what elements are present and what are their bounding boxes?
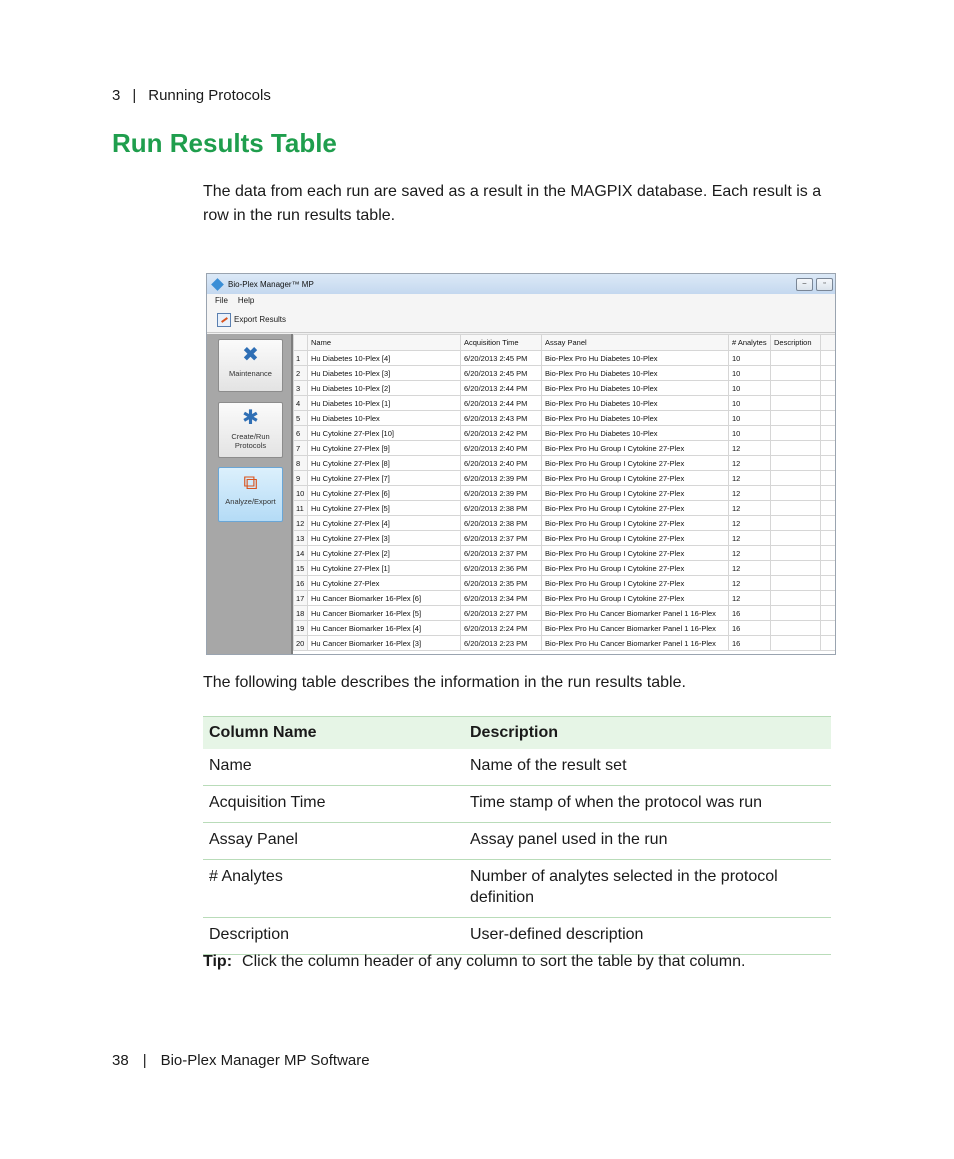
- assay-panel-cell: Bio-Plex Pro Hu Group I Cytokine 27-Plex: [542, 441, 729, 456]
- chapter-number: 3: [112, 87, 121, 104]
- analytes-count-cell: 12: [729, 486, 771, 501]
- col-header-acquisition-time[interactable]: Acquisition Time: [461, 335, 542, 351]
- result-row[interactable]: [294, 441, 836, 456]
- analytes-count-cell: 10: [729, 396, 771, 411]
- row-number-cell: 6: [294, 426, 308, 441]
- row-number-cell: 17: [294, 591, 308, 606]
- filler-cell: [821, 621, 836, 636]
- column-description-cell: Number of analytes selected in the protocol definition: [464, 860, 831, 918]
- description-cell: [771, 516, 821, 531]
- result-name-cell: Hu Cytokine 27-Plex [3]: [308, 531, 461, 546]
- create-run-label-line1: Create/Run: [231, 432, 270, 441]
- acquisition-time-cell: 6/20/2013 2:27 PM: [461, 606, 542, 621]
- description-cell: [771, 486, 821, 501]
- result-name-cell: Hu Cytokine 27-Plex [8]: [308, 456, 461, 471]
- filler-cell: [821, 351, 836, 366]
- chapter-title: Running Protocols: [148, 87, 271, 104]
- assay-panel-cell: Bio-Plex Pro Hu Group I Cytokine 27-Plex: [542, 531, 729, 546]
- row-number-cell: 14: [294, 546, 308, 561]
- description-cell: [771, 561, 821, 576]
- assay-panel-cell: Bio-Plex Pro Hu Diabetes 10-Plex: [542, 366, 729, 381]
- page-title: Run Results Table: [112, 128, 337, 158]
- menu-help[interactable]: Help: [237, 296, 255, 305]
- filler-cell: [821, 636, 836, 651]
- analytes-count-cell: 16: [729, 621, 771, 636]
- filler-cell: [821, 426, 836, 441]
- analytes-count-cell: 10: [729, 411, 771, 426]
- column-name-cell: Description: [203, 918, 464, 955]
- desc-row: [203, 918, 831, 955]
- assay-panel-cell: Bio-Plex Pro Hu Group I Cytokine 27-Plex: [542, 591, 729, 606]
- result-row[interactable]: [294, 471, 836, 486]
- acquisition-time-cell: 6/20/2013 2:38 PM: [461, 501, 542, 516]
- result-row[interactable]: [294, 546, 836, 561]
- page-footer: [112, 1052, 370, 1069]
- result-name-cell: Hu Diabetes 10-Plex [2]: [308, 381, 461, 396]
- row-number-cell: 7: [294, 441, 308, 456]
- app-screenshot-window: [206, 273, 836, 655]
- toolbar: [207, 307, 835, 333]
- analytes-count-cell: 10: [729, 426, 771, 441]
- description-cell: [771, 381, 821, 396]
- result-name-cell: Hu Cytokine 27-Plex [2]: [308, 546, 461, 561]
- maintenance-button[interactable]: [218, 339, 283, 392]
- result-name-cell: Hu Cytokine 27-Plex [7]: [308, 471, 461, 486]
- analytes-count-cell: 10: [729, 366, 771, 381]
- analytes-count-cell: 12: [729, 546, 771, 561]
- result-name-cell: Hu Cytokine 27-Plex [5]: [308, 501, 461, 516]
- page-number: 38: [112, 1052, 129, 1069]
- result-row[interactable]: [294, 591, 836, 606]
- filler-cell: [821, 486, 836, 501]
- analytes-count-cell: 12: [729, 456, 771, 471]
- export-chart-icon: [217, 313, 231, 327]
- col-header-name[interactable]: Name: [308, 335, 461, 351]
- description-cell: [771, 606, 821, 621]
- filler-cell: [821, 606, 836, 621]
- tools-icon: ✖: [242, 344, 259, 366]
- filler-cell: [821, 591, 836, 606]
- row-number-cell: 10: [294, 486, 308, 501]
- assay-panel-cell: Bio-Plex Pro Hu Group I Cytokine 27-Plex: [542, 546, 729, 561]
- assay-panel-cell: Bio-Plex Pro Hu Group I Cytokine 27-Plex: [542, 456, 729, 471]
- column-name-cell: Name: [203, 749, 464, 786]
- menu-file[interactable]: File: [215, 296, 228, 305]
- assay-panel-cell: Bio-Plex Pro Hu Group I Cytokine 27-Plex: [542, 561, 729, 576]
- result-row[interactable]: [294, 411, 836, 426]
- row-number-cell: 19: [294, 621, 308, 636]
- assay-panel-cell: Bio-Plex Pro Hu Cancer Biomarker Panel 1 16-Plex: [542, 636, 729, 651]
- row-number-cell: 18: [294, 606, 308, 621]
- column-name-cell: # Analytes: [203, 860, 464, 918]
- desc-row: [203, 749, 831, 786]
- description-cell: [771, 636, 821, 651]
- acquisition-time-cell: 6/20/2013 2:40 PM: [461, 456, 542, 471]
- row-number-cell: 11: [294, 501, 308, 516]
- desc-header-row: [203, 717, 831, 750]
- result-row[interactable]: [294, 486, 836, 501]
- window-title: Bio-Plex Manager™ MP: [228, 279, 314, 289]
- desc-row: [203, 823, 831, 860]
- row-number-cell: 1: [294, 351, 308, 366]
- result-row[interactable]: [294, 531, 836, 546]
- assay-panel-cell: Bio-Plex Pro Hu Group I Cytokine 27-Plex: [542, 576, 729, 591]
- desc-header-description: Description: [464, 717, 831, 750]
- acquisition-time-cell: 6/20/2013 2:45 PM: [461, 366, 542, 381]
- description-cell: [771, 351, 821, 366]
- column-description-cell: Name of the result set: [464, 749, 831, 786]
- assay-panel-cell: Bio-Plex Pro Hu Diabetes 10-Plex: [542, 381, 729, 396]
- description-cell: [771, 426, 821, 441]
- filler-cell: [821, 516, 836, 531]
- minimize-icon[interactable]: –: [796, 278, 813, 291]
- col-header-assay-panel[interactable]: Assay Panel: [542, 335, 729, 351]
- assay-panel-cell: Bio-Plex Pro Hu Group I Cytokine 27-Plex: [542, 516, 729, 531]
- filler-cell: [821, 501, 836, 516]
- filler-cell: [821, 456, 836, 471]
- assay-panel-cell: Bio-Plex Pro Hu Diabetes 10-Plex: [542, 396, 729, 411]
- result-row[interactable]: [294, 396, 836, 411]
- analytes-count-cell: 10: [729, 351, 771, 366]
- assay-panel-cell: Bio-Plex Pro Hu Cancer Biomarker Panel 1 16-Plex: [542, 606, 729, 621]
- result-name-cell: Hu Diabetes 10-Plex [1]: [308, 396, 461, 411]
- result-name-cell: Hu Diabetes 10-Plex [4]: [308, 351, 461, 366]
- description-cell: [771, 576, 821, 591]
- desc-header-column-name: Column Name: [203, 717, 464, 750]
- acquisition-time-cell: 6/20/2013 2:42 PM: [461, 426, 542, 441]
- row-number-cell: 13: [294, 531, 308, 546]
- result-row[interactable]: [294, 366, 836, 381]
- column-description-table: [203, 716, 831, 955]
- analytes-count-cell: 12: [729, 591, 771, 606]
- desc-row: [203, 786, 831, 823]
- result-row[interactable]: [294, 501, 836, 516]
- analytes-count-cell: 16: [729, 606, 771, 621]
- description-cell: [771, 441, 821, 456]
- col-header-filler: [821, 335, 836, 351]
- col-header-description[interactable]: Description: [771, 335, 821, 351]
- analyze-export-button[interactable]: [218, 467, 283, 522]
- tip-paragraph: [203, 953, 745, 971]
- row-number-cell: 5: [294, 411, 308, 426]
- filler-cell: [821, 576, 836, 591]
- filler-cell: [821, 441, 836, 456]
- result-row[interactable]: [294, 381, 836, 396]
- acquisition-time-cell: 6/20/2013 2:43 PM: [461, 411, 542, 426]
- acquisition-time-cell: 6/20/2013 2:44 PM: [461, 381, 542, 396]
- result-row[interactable]: [294, 636, 836, 651]
- filler-cell: [821, 381, 836, 396]
- col-header-rownum[interactable]: [294, 335, 308, 351]
- grid-header-row: [294, 335, 836, 351]
- create-run-label-line2: Protocols: [234, 441, 267, 450]
- result-name-cell: Hu Cancer Biomarker 16-Plex [4]: [308, 621, 461, 636]
- acquisition-time-cell: 6/20/2013 2:44 PM: [461, 396, 542, 411]
- acquisition-time-cell: 6/20/2013 2:39 PM: [461, 471, 542, 486]
- result-name-cell: Hu Cytokine 27-Plex [1]: [308, 561, 461, 576]
- assay-panel-cell: Bio-Plex Pro Hu Cancer Biomarker Panel 1 16-Plex: [542, 621, 729, 636]
- maximize-icon[interactable]: ▫: [816, 278, 833, 291]
- row-number-cell: 8: [294, 456, 308, 471]
- create-run-protocols-button[interactable]: [218, 402, 283, 458]
- result-row[interactable]: [294, 561, 836, 576]
- analytes-count-cell: 12: [729, 531, 771, 546]
- result-row[interactable]: [294, 426, 836, 441]
- filler-cell: [821, 546, 836, 561]
- analyze-export-label: Analyze/Export: [225, 497, 276, 506]
- assay-panel-cell: Bio-Plex Pro Hu Group I Cytokine 27-Plex: [542, 471, 729, 486]
- filler-cell: [821, 366, 836, 381]
- column-description-cell: Time stamp of when the protocol was run: [464, 786, 831, 823]
- result-name-cell: Hu Cytokine 27-Plex [10]: [308, 426, 461, 441]
- analytes-count-cell: 12: [729, 501, 771, 516]
- desc-row: [203, 860, 831, 918]
- acquisition-time-cell: 6/20/2013 2:39 PM: [461, 486, 542, 501]
- description-cell: [771, 456, 821, 471]
- run-results-table: [293, 334, 835, 651]
- description-cell: [771, 591, 821, 606]
- filler-cell: [821, 561, 836, 576]
- runner-icon: ✱: [242, 407, 259, 429]
- export-results-label: Export Results: [234, 315, 287, 324]
- acquisition-time-cell: 6/20/2013 2:34 PM: [461, 591, 542, 606]
- acquisition-time-cell: 6/20/2013 2:35 PM: [461, 576, 542, 591]
- description-cell: [771, 471, 821, 486]
- result-row[interactable]: [294, 456, 836, 471]
- result-name-cell: Hu Cytokine 27-Plex: [308, 576, 461, 591]
- description-cell: [771, 621, 821, 636]
- row-number-cell: 3: [294, 381, 308, 396]
- acquisition-time-cell: 6/20/2013 2:37 PM: [461, 531, 542, 546]
- result-name-cell: Hu Cancer Biomarker 16-Plex [5]: [308, 606, 461, 621]
- following-paragraph: The following table describes the information in the run results table.: [203, 674, 686, 691]
- analytes-count-cell: 12: [729, 516, 771, 531]
- analytes-count-cell: 12: [729, 561, 771, 576]
- acquisition-time-cell: 6/20/2013 2:38 PM: [461, 516, 542, 531]
- column-name-cell: Assay Panel: [203, 823, 464, 860]
- results-grid: [293, 334, 835, 654]
- maintenance-label: Maintenance: [229, 369, 272, 378]
- column-description-cell: User-defined description: [464, 918, 831, 955]
- export-results-button[interactable]: [217, 313, 286, 327]
- assay-panel-cell: Bio-Plex Pro Hu Group I Cytokine 27-Plex: [542, 501, 729, 516]
- description-cell: [771, 411, 821, 426]
- result-name-cell: Hu Cancer Biomarker 16-Plex [6]: [308, 591, 461, 606]
- description-cell: [771, 366, 821, 381]
- filler-cell: [821, 471, 836, 486]
- result-row[interactable]: [294, 351, 836, 366]
- acquisition-time-cell: 6/20/2013 2:24 PM: [461, 621, 542, 636]
- result-name-cell: Hu Diabetes 10-Plex [3]: [308, 366, 461, 381]
- assay-panel-cell: Bio-Plex Pro Hu Diabetes 10-Plex: [542, 411, 729, 426]
- col-header-analytes[interactable]: # Analytes: [729, 335, 771, 351]
- description-cell: [771, 546, 821, 561]
- analytes-count-cell: 12: [729, 471, 771, 486]
- result-name-cell: Hu Cytokine 27-Plex [9]: [308, 441, 461, 456]
- filler-cell: [821, 396, 836, 411]
- row-number-cell: 9: [294, 471, 308, 486]
- filler-cell: [821, 411, 836, 426]
- analyze-chart-icon: ⧉: [243, 472, 258, 494]
- row-number-cell: 2: [294, 366, 308, 381]
- assay-panel-cell: Bio-Plex Pro Hu Diabetes 10-Plex: [542, 351, 729, 366]
- row-number-cell: 4: [294, 396, 308, 411]
- description-cell: [771, 396, 821, 411]
- tip-label: Tip:: [203, 953, 233, 970]
- row-number-cell: 12: [294, 516, 308, 531]
- result-name-cell: Hu Diabetes 10-Plex: [308, 411, 461, 426]
- running-header: [112, 87, 271, 104]
- header-separator: |: [132, 87, 137, 104]
- result-row[interactable]: [294, 606, 836, 621]
- product-name: Bio-Plex Manager MP Software: [160, 1052, 370, 1069]
- acquisition-time-cell: 6/20/2013 2:45 PM: [461, 351, 542, 366]
- menu-bar: [207, 294, 835, 307]
- result-row[interactable]: [294, 576, 836, 591]
- row-number-cell: 15: [294, 561, 308, 576]
- analytes-count-cell: 12: [729, 576, 771, 591]
- assay-panel-cell: Bio-Plex Pro Hu Group I Cytokine 27-Plex: [542, 486, 729, 501]
- row-number-cell: 20: [294, 636, 308, 651]
- acquisition-time-cell: 6/20/2013 2:36 PM: [461, 561, 542, 576]
- row-number-cell: 16: [294, 576, 308, 591]
- acquisition-time-cell: 6/20/2013 2:37 PM: [461, 546, 542, 561]
- description-cell: [771, 501, 821, 516]
- nav-sidebar: [207, 334, 293, 654]
- analytes-count-cell: 12: [729, 441, 771, 456]
- result-name-cell: Hu Cytokine 27-Plex [6]: [308, 486, 461, 501]
- description-cell: [771, 531, 821, 546]
- tip-text: Click the column header of any column to sort the table by that column.: [242, 953, 746, 970]
- footer-separator: |: [142, 1052, 147, 1069]
- acquisition-time-cell: 6/20/2013 2:40 PM: [461, 441, 542, 456]
- assay-panel-cell: Bio-Plex Pro Hu Diabetes 10-Plex: [542, 426, 729, 441]
- filler-cell: [821, 531, 836, 546]
- analytes-count-cell: 16: [729, 636, 771, 651]
- window-titlebar: [207, 274, 835, 294]
- acquisition-time-cell: 6/20/2013 2:23 PM: [461, 636, 542, 651]
- column-name-cell: Acquisition Time: [203, 786, 464, 823]
- column-description-cell: Assay panel used in the run: [464, 823, 831, 860]
- analytes-count-cell: 10: [729, 381, 771, 396]
- result-name-cell: Hu Cytokine 27-Plex [4]: [308, 516, 461, 531]
- result-name-cell: Hu Cancer Biomarker 16-Plex [3]: [308, 636, 461, 651]
- app-logo-icon: [211, 278, 224, 291]
- intro-paragraph: The data from each run are saved as a result in the MAGPIX database. Each result is a row in the run results table.: [203, 183, 822, 224]
- result-row[interactable]: [294, 621, 836, 636]
- result-row[interactable]: [294, 516, 836, 531]
